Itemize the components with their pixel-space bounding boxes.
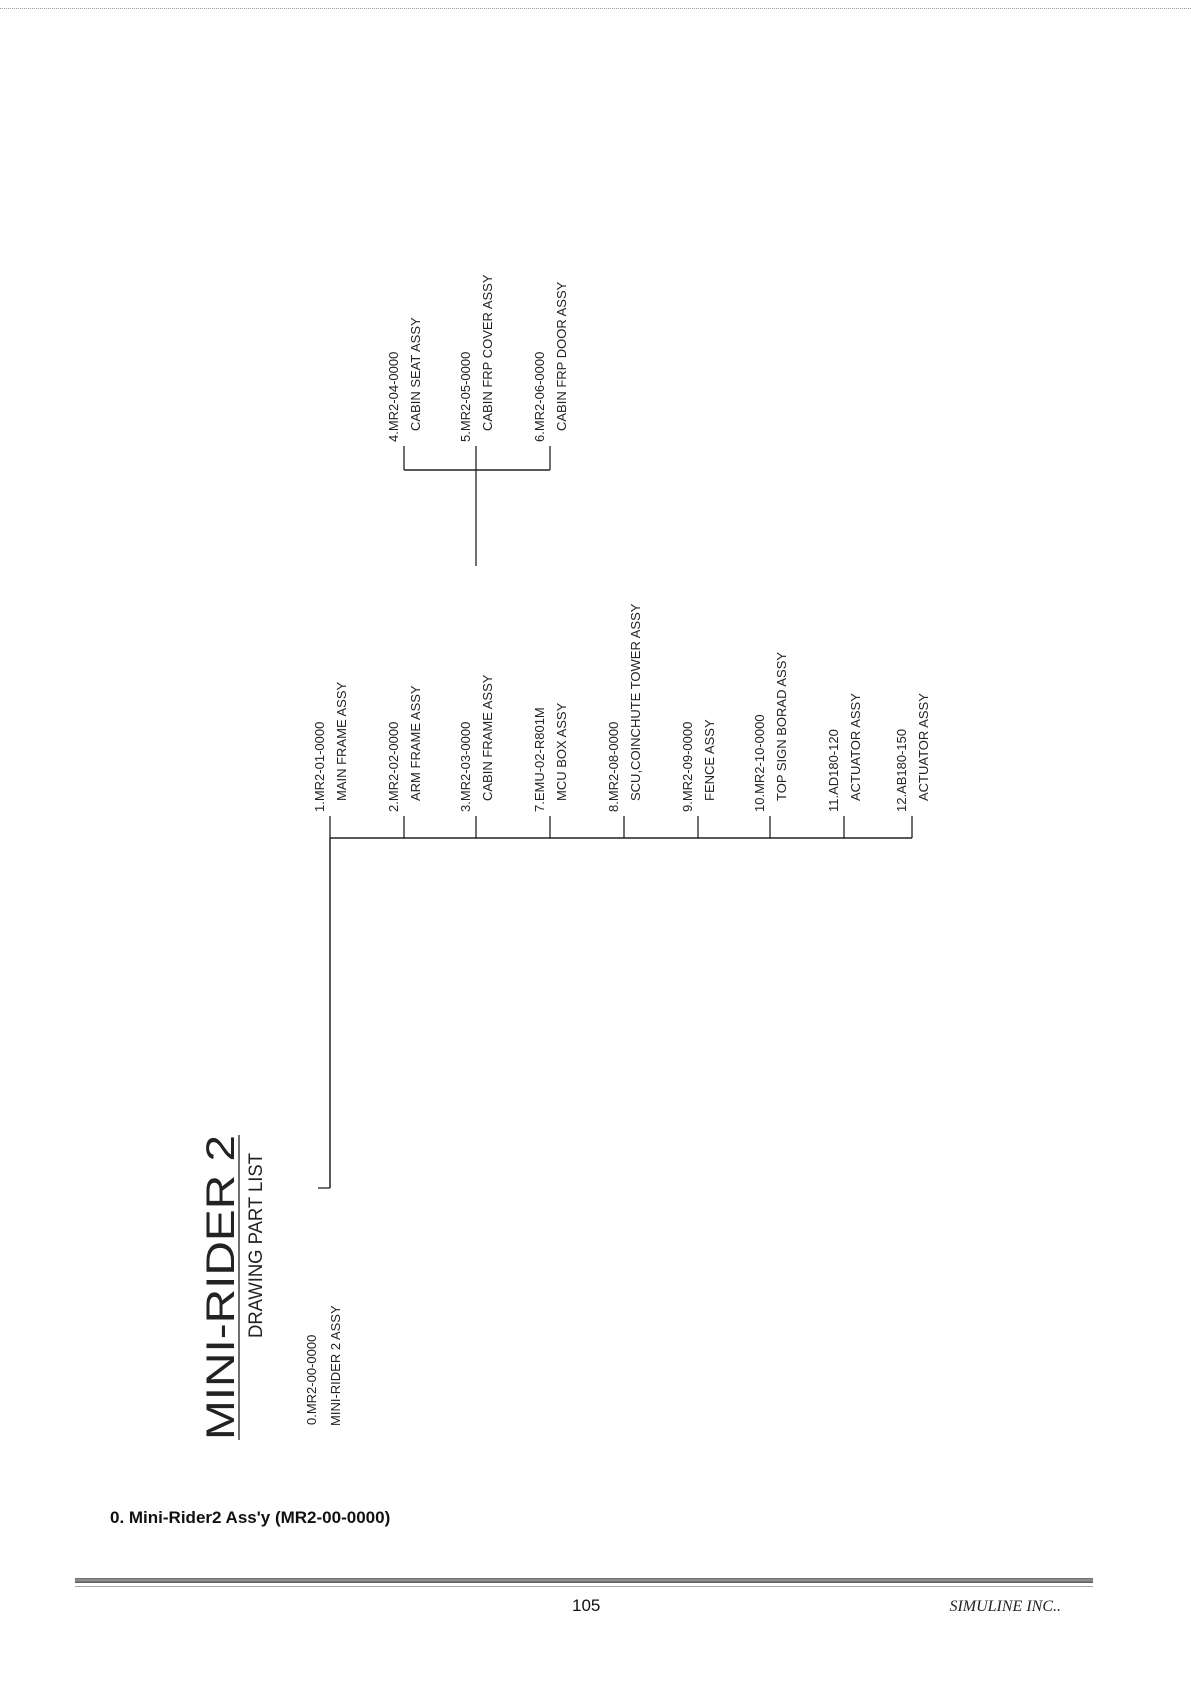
level1-node-code: 2.MR2-02-0000: [386, 721, 401, 812]
page-number: 105: [572, 1596, 601, 1615]
level1-node-name: ACTUATOR ASSY: [848, 693, 863, 801]
root-node-name: MINI-RIDER 2 ASSY: [328, 1305, 343, 1426]
level1-node-name: MAIN FRAME ASSY: [334, 681, 349, 801]
level1-node-name: TOP SIGN BORAD ASSY: [774, 651, 789, 801]
level1-node: [386, 685, 423, 838]
level1-node-name: MCU BOX ASSY: [554, 702, 569, 801]
level1-node-code: 8.MR2-08-0000: [606, 721, 621, 812]
level1-node: [458, 674, 495, 838]
level1-node: [606, 603, 643, 838]
level1-node-name: ARM FRAME ASSY: [408, 685, 423, 801]
level2-node: [532, 281, 569, 470]
level2-node-code: 5.MR2-05-0000: [458, 351, 473, 442]
level2-node-name: CABIN FRP COVER ASSY: [480, 274, 495, 431]
level2-node-name: CABIN FRP DOOR ASSY: [554, 281, 569, 431]
level1-node: [826, 693, 863, 838]
level2-node: [386, 317, 423, 470]
level1-node-code: 7.EMU-02-R801M: [532, 707, 547, 812]
level1-node-code: 9.MR2-09-0000: [680, 721, 695, 812]
level1-node: [894, 693, 931, 838]
level1-node-name: FENCE ASSY: [702, 719, 717, 801]
root-node-code: 0.MR2-00-0000: [304, 1334, 319, 1425]
level1-node: [752, 652, 789, 838]
company-name: SIMULINE INC..: [949, 1598, 1061, 1615]
level1-node: [532, 702, 569, 838]
footer-rule: [75, 1578, 1093, 1583]
level1-node-code: 12.AB180-150: [894, 728, 909, 812]
diagram-title: MINI-RIDER 2: [199, 1184, 243, 1440]
level2-node-code: 6.MR2-06-0000: [532, 351, 547, 442]
level2-node-code: 4.MR2-04-0000: [386, 351, 401, 442]
level1-node: [680, 719, 717, 838]
level1-node-name: SCU,COINCHUTE TOWER ASSY: [628, 603, 643, 801]
diagram-subtitle: DRAWING PART LIST: [246, 1147, 267, 1338]
footer-thin-rule: [75, 1586, 1093, 1587]
level2-node: [458, 274, 495, 470]
level1-node-name: CABIN FRAME ASSY: [480, 674, 495, 801]
level1-node-name: ACTUATOR ASSY: [916, 693, 931, 801]
level1-node-code: 10.MR2-10-0000: [752, 714, 767, 812]
level1-node-code: 1.MR2-01-0000: [312, 721, 327, 812]
figure-caption: 0. Mini-Rider2 Ass'y (MR2-00-0000): [110, 1508, 391, 1527]
level1-node: [312, 681, 349, 838]
level1-node-code: 3.MR2-03-0000: [458, 721, 473, 812]
level2-node-name: CABIN SEAT ASSY: [408, 317, 423, 431]
level1-node-code: 11.AD180-120: [826, 729, 841, 812]
